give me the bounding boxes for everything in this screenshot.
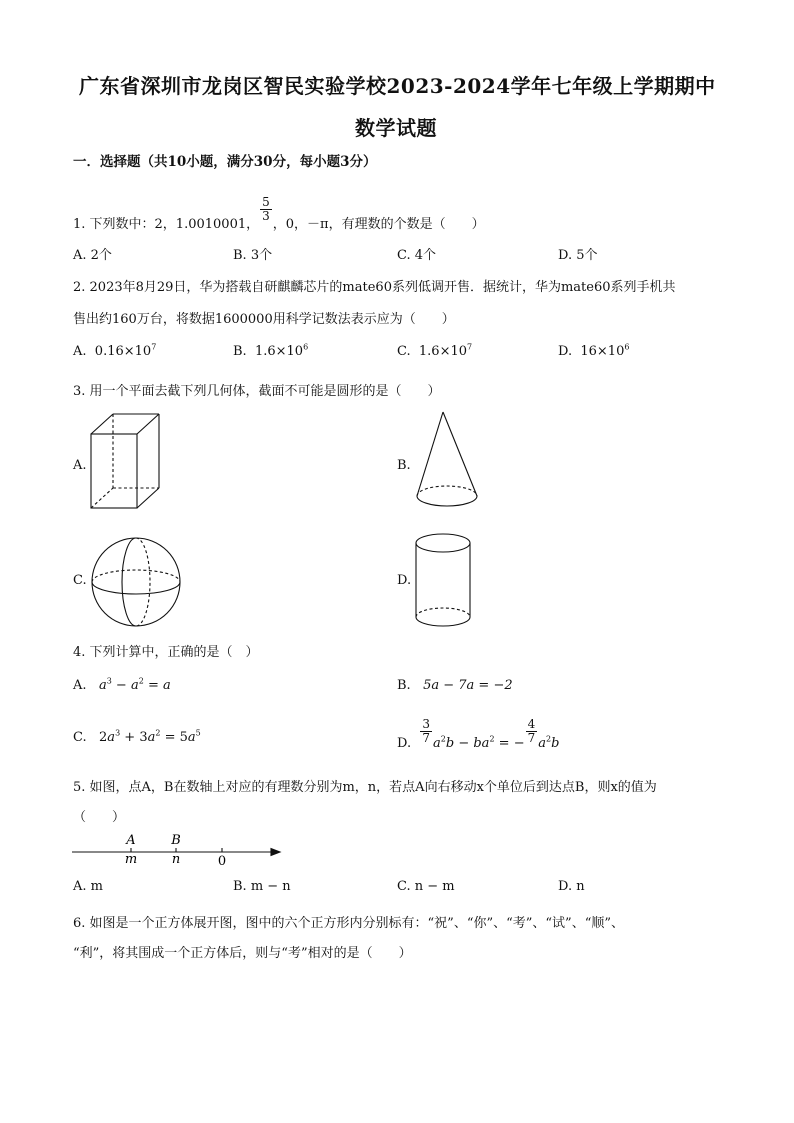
q4-option-c[interactable]: C. $2a^3 + 3a^2 = 5a^5$ <box>73 728 201 745</box>
q3-label-c[interactable]: C. <box>73 573 87 588</box>
axis-label-n: n <box>171 852 181 867</box>
q2-a-label: A. <box>73 344 87 359</box>
cuboid-figure[interactable] <box>85 410 165 510</box>
question-1 <box>73 186 485 232</box>
q5-line1: 5. 如图，点A，B在数轴上对应的有理数分别为m，n，若点A向右移动x个单位后到达点B，则x的值为 <box>73 780 657 795</box>
q2-c-label: C. <box>397 344 411 359</box>
q3-label-d[interactable]: D. <box>397 573 412 588</box>
q2-b-label: B. <box>233 344 247 359</box>
q4-option-b[interactable] <box>397 678 513 693</box>
q3-text: 3. 用一个平面去截下列几何体，截面不可能是圆形的是（ ） <box>73 384 441 399</box>
axis-label-b: B <box>171 833 181 848</box>
q2-a-base: 0.16×10 <box>94 344 152 359</box>
q2-b-exp: 6 <box>303 342 309 352</box>
q2-line1: 2. 2023年8月29日，华为搭载自研麒麟芯片的mate60系列低调开售．据统计，华为mate60系列手机共 <box>73 280 676 295</box>
q4-d-frac2-num: 4 <box>527 717 536 731</box>
q2-line2: 售出约160万台，将数据1600000用科学记数法表示应为（ ） <box>73 312 455 327</box>
q1-frac-den: 3 <box>262 209 270 223</box>
q2-c-base: 1.6×10 <box>418 344 467 359</box>
axis-label-zero: 0 <box>217 854 227 869</box>
q3-label-b[interactable]: B. <box>397 458 411 473</box>
q5-option-a[interactable]: A. m <box>73 879 103 894</box>
q4-b-label: B. <box>397 678 411 693</box>
cone-figure[interactable] <box>414 410 484 510</box>
q2-b-base: 1.6×10 <box>254 344 304 359</box>
q1-option-a[interactable]: A. 2个 <box>73 248 112 263</box>
page-title: 广东省深圳市龙岗区智民实验学校2023-2024学年七年级上学期期中 <box>79 74 716 98</box>
axis-label-a: A <box>126 833 136 848</box>
sphere-figure[interactable] <box>90 536 186 632</box>
q2-d-exp: 6 <box>624 342 630 352</box>
page-subtitle: 数学试题 <box>355 116 437 140</box>
q4-a-label: A. <box>73 678 87 693</box>
q4-d-frac2-den: 7 <box>527 731 536 745</box>
cylinder-figure[interactable] <box>414 532 478 632</box>
q4-option-d[interactable]: D. $\frac{3}{7}$ $a^2b - ba^2$ = − $\frac{4}{7}$ $a^2b$ <box>397 717 560 751</box>
q4-c-label: C. <box>73 730 87 745</box>
q2-a-exp: 7 <box>151 342 157 352</box>
number-line-figure <box>70 830 285 870</box>
q2-option-a[interactable] <box>73 344 156 359</box>
q1-option-b[interactable]: B. 3个 <box>233 248 273 263</box>
q6-line1: 6. 如图是一个正方体展开图，图中的六个正方形内分别标有：“祝”、“你”、“考”、“试”、“顺”、 <box>73 916 624 931</box>
q1-text-b: ，0，－π，有理数的个数是（ ） <box>272 217 485 232</box>
q2-d-base: 16×10 <box>580 344 625 359</box>
q5-option-d[interactable]: D. n <box>558 879 585 894</box>
q1-text-a: 1. 下列数中：2，1.0010001， <box>73 217 260 232</box>
q4-option-a[interactable]: A. $a^3 - a^2 = a$ <box>73 676 171 693</box>
q4-d-frac1-den: 7 <box>422 731 430 745</box>
q1-frac-num: 5 <box>262 195 270 209</box>
axis-label-m: m <box>124 852 138 867</box>
q5-option-b[interactable]: B. m − n <box>233 879 291 894</box>
q3-label-a[interactable]: A. <box>73 458 87 473</box>
q2-option-b[interactable] <box>233 344 308 359</box>
q4-d-frac1-num: 3 <box>422 717 430 731</box>
q2-d-label: D. <box>558 344 573 359</box>
q1-option-d[interactable]: D. 5个 <box>558 248 598 263</box>
q1-option-c[interactable]: C. 4个 <box>397 248 437 263</box>
q6-line2: “利”，将其围成一个正方体后，则与“考”相对的是（ ） <box>73 946 412 961</box>
q5-line2: （ ） <box>73 810 126 825</box>
q4-b-expr: 5a − 7a = −2 <box>423 678 513 693</box>
q2-option-d[interactable] <box>558 344 629 359</box>
q1-fraction <box>260 196 272 223</box>
q4-d-label: D. <box>397 736 412 751</box>
q4-text: 4. 下列计算中，正确的是（ ） <box>73 645 259 660</box>
q5-option-c[interactable]: C. n − m <box>397 879 455 894</box>
section-heading: 一．选择题（共10小题，满分30分，每小题3分） <box>73 154 377 170</box>
q2-option-c[interactable] <box>397 344 472 359</box>
q2-c-exp: 7 <box>467 342 473 352</box>
